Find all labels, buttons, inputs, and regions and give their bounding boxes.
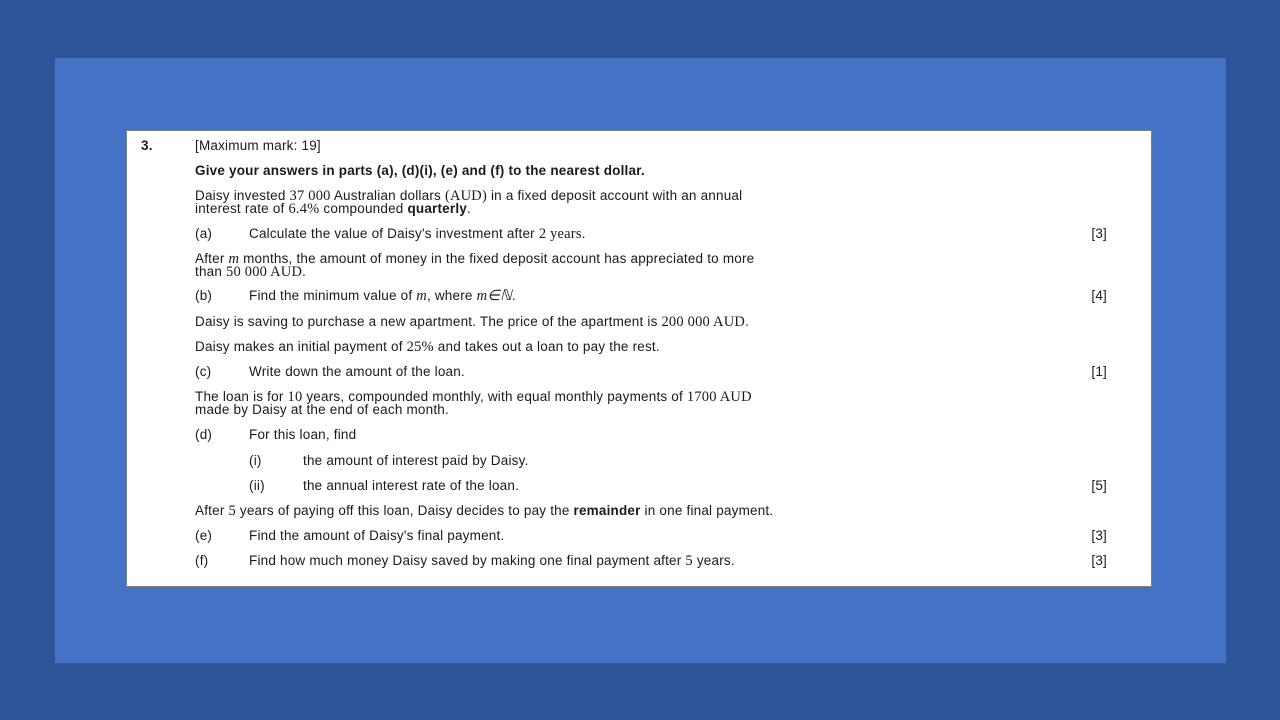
part-b-mark: [4] <box>1091 288 1107 303</box>
payment-line: Daisy makes an initial payment of 25% and takes out a loan to pay the rest. <box>195 339 660 355</box>
part-a-label: (a) <box>195 226 213 241</box>
part-d-ii-label: (ii) <box>249 478 265 493</box>
part-b-label: (b) <box>195 288 213 303</box>
part-c-mark: [1] <box>1091 364 1107 379</box>
part-e-label: (e) <box>195 528 213 543</box>
part-d-i-label: (i) <box>249 453 262 468</box>
max-mark: [Maximum mark: 19] <box>195 138 321 153</box>
saving-line: Daisy is saving to purchase a new apartment. The price of the apartment is 200 000 AUD. <box>195 314 750 330</box>
exam-question-sheet <box>126 130 1152 587</box>
part-c-text: Write down the amount of the loan. <box>249 364 465 379</box>
part-d-mark: [5] <box>1091 478 1107 493</box>
part-a-text: Calculate the value of Daisy's investment after 2 years. <box>249 226 586 242</box>
part-f-mark: [3] <box>1091 553 1107 568</box>
part-a-mark: [3] <box>1091 226 1107 241</box>
loan-line-1: The loan is for 10 years, compounded monthly, with equal monthly payments of 1700 AUD <box>195 389 752 405</box>
after-m-line-1: After m months, the amount of money in the fixed deposit account has appreciated to more <box>195 251 755 267</box>
part-d-label: (d) <box>195 427 213 442</box>
instruction: Give your answers in parts (a), (d)(i), (e) and (f) to the nearest dollar. <box>195 163 645 178</box>
part-d-ii-text: the annual interest rate of the loan. <box>303 478 520 493</box>
intro-line-1: Daisy invested 37 000 Australian dollars (AUD) in a fixed deposit account with an annual <box>195 188 743 204</box>
intro-line-2: interest rate of 6.4% compounded quarterly. <box>195 201 471 217</box>
part-f-label: (f) <box>195 553 209 568</box>
part-b-text: Find the minimum value of m, where m∈ℕ. <box>249 288 516 304</box>
loan-line-2: made by Daisy at the end of each month. <box>195 402 449 417</box>
part-d-i-text: the amount of interest paid by Daisy. <box>303 453 529 468</box>
after-m-line-2: than 50 000 AUD. <box>195 264 307 280</box>
question-number: 3. <box>141 138 153 153</box>
after-5-line: After 5 years of paying off this loan, Daisy decides to pay the remainder in one final payment. <box>195 503 774 519</box>
part-d-text: For this loan, find <box>249 427 357 442</box>
part-e-mark: [3] <box>1091 528 1107 543</box>
part-c-label: (c) <box>195 364 212 379</box>
part-f-text: Find how much money Daisy saved by making one final payment after 5 years. <box>249 553 735 569</box>
part-e-text: Find the amount of Daisy's final payment. <box>249 528 505 543</box>
